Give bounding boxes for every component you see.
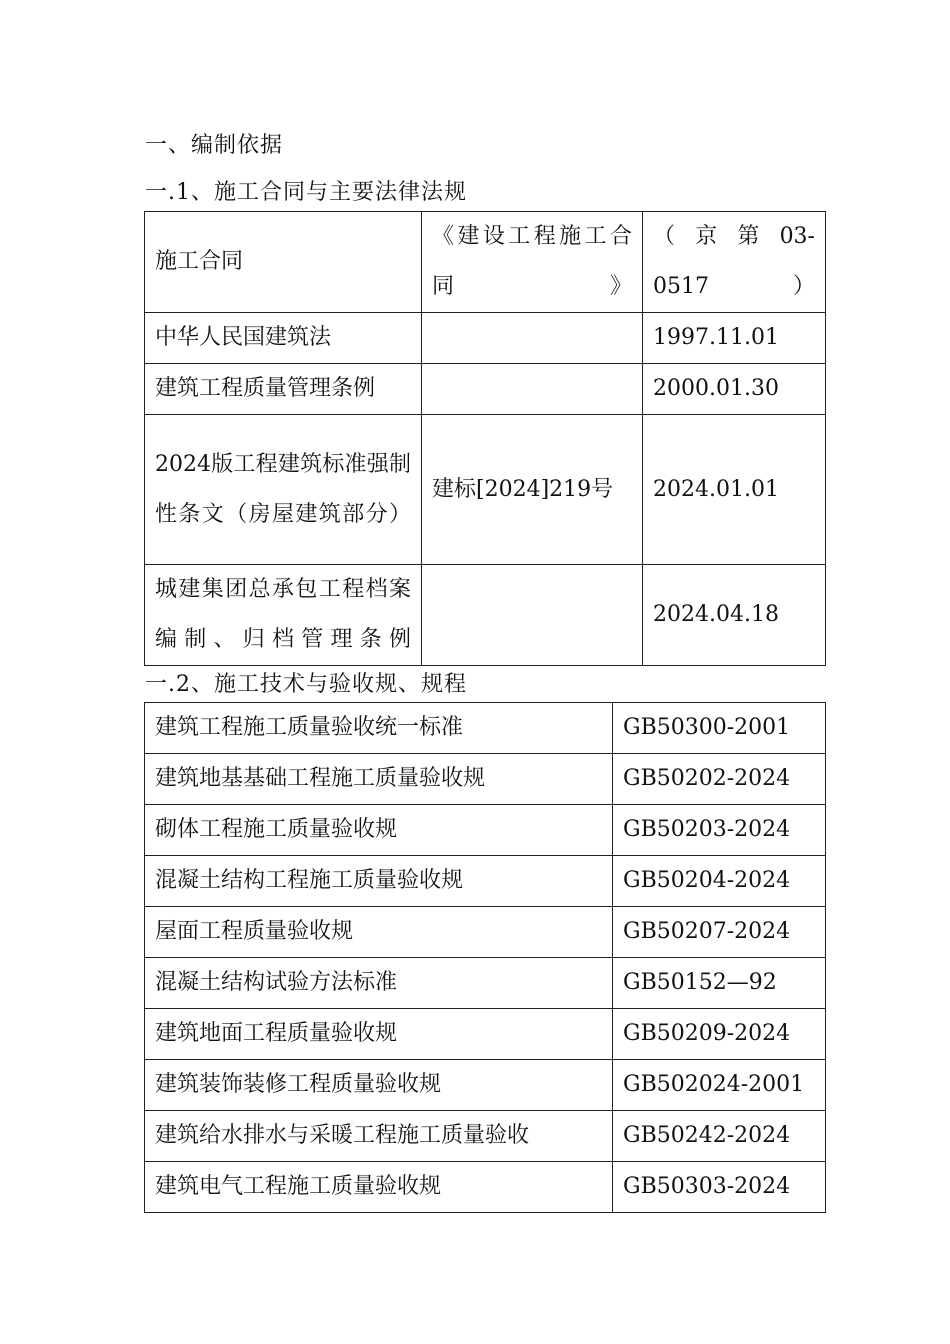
cell-standard-code: GB50152—92 — [613, 958, 826, 1009]
cell-standard-code: GB50209-2024 — [613, 1009, 826, 1060]
table-row — [145, 805, 826, 856]
table-row — [145, 958, 826, 1009]
cell-standard-name: 屋面工程质量验收规 — [145, 907, 613, 958]
cell-document — [422, 313, 643, 364]
cell-name: 2024版工程建筑标准强制性条文（房屋建筑部分） — [145, 415, 422, 565]
table-row — [145, 212, 826, 313]
contracts-laws-table — [144, 211, 826, 666]
cell-standard-name: 建筑给水排水与采暖工程施工质量验收 — [145, 1111, 613, 1162]
table-row — [145, 703, 826, 754]
cell-standard-name: 建筑地基基础工程施工质量验收规 — [145, 754, 613, 805]
cell-reference: 1997.11.01 — [643, 313, 826, 364]
table-row — [145, 415, 826, 565]
cell-standard-code: GB50207-2024 — [613, 907, 826, 958]
cell-name: 施工合同 — [145, 212, 422, 313]
cell-document — [422, 565, 643, 666]
cell-document — [422, 364, 643, 415]
subsection-title-contracts-laws: 一.1、施工合同与主要法律法规 — [145, 180, 467, 205]
table-row — [145, 1111, 826, 1162]
cell-document: 《建设工程施工合同》 — [422, 212, 643, 313]
section-title: 一、编制依据 — [145, 133, 284, 158]
cell-standard-name: 混凝土结构试验方法标准 — [145, 958, 613, 1009]
subsection-title-technical-standards: 一.2、施工技术与验收规、规程 — [145, 672, 467, 697]
cell-standard-name: 建筑地面工程质量验收规 — [145, 1009, 613, 1060]
cell-standard-name: 混凝土结构工程施工质量验收规 — [145, 856, 613, 907]
cell-name: 中华人民国建筑法 — [145, 313, 422, 364]
technical-standards-table — [144, 702, 826, 1213]
cell-standard-code: GB50242-2024 — [613, 1111, 826, 1162]
cell-document: 建标[2024]219号 — [422, 415, 643, 565]
table-row — [145, 754, 826, 805]
table-row — [145, 364, 826, 415]
table-row — [145, 856, 826, 907]
cell-standard-code: GB50300-2001 — [613, 703, 826, 754]
cell-standard-name: 建筑电气工程施工质量验收规 — [145, 1162, 613, 1213]
table-row — [145, 1162, 826, 1213]
cell-standard-code: GB50204-2024 — [613, 856, 826, 907]
table-row — [145, 565, 826, 666]
cell-standard-name: 建筑装饰装修工程质量验收规 — [145, 1060, 613, 1111]
cell-reference: 2024.04.18 — [643, 565, 826, 666]
cell-standard-name: 建筑工程施工质量验收统一标准 — [145, 703, 613, 754]
table-row — [145, 1060, 826, 1111]
cell-standard-code: GB50202-2024 — [613, 754, 826, 805]
cell-standard-code: GB50303-2024 — [613, 1162, 826, 1213]
cell-name: 城建集团总承包工程档案编制、归档管理条例 — [145, 565, 422, 666]
cell-reference: 2024.01.01 — [643, 415, 826, 565]
cell-reference: 2000.01.30 — [643, 364, 826, 415]
cell-standard-code: GB502024-2001 — [613, 1060, 826, 1111]
table-row — [145, 313, 826, 364]
cell-standard-name: 砌体工程施工质量验收规 — [145, 805, 613, 856]
cell-reference: （京第03-0517） — [643, 212, 826, 313]
cell-name: 建筑工程质量管理条例 — [145, 364, 422, 415]
table-row — [145, 1009, 826, 1060]
table-row — [145, 907, 826, 958]
cell-standard-code: GB50203-2024 — [613, 805, 826, 856]
